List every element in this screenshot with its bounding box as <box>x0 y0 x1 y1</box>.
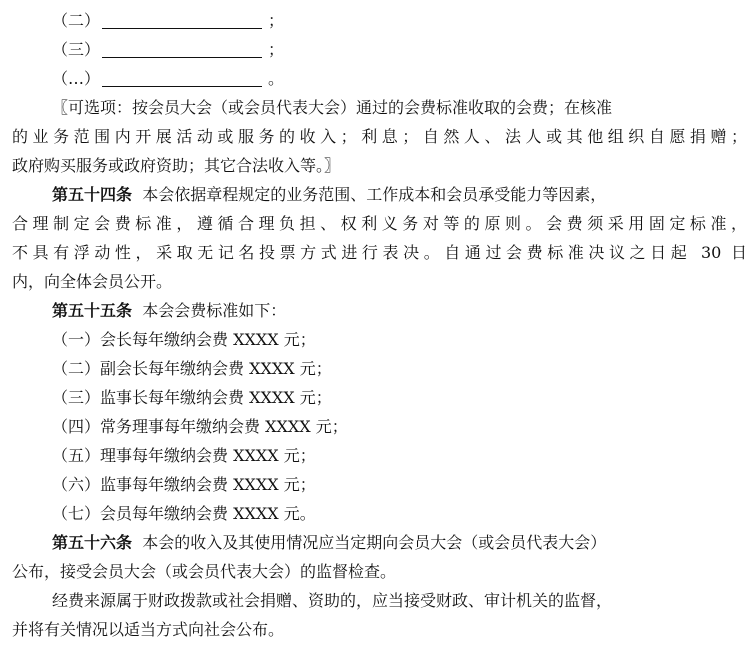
fill-in-blank <box>102 39 262 58</box>
fill-in-blank <box>102 68 262 87</box>
article-text: 本会依据章程规定的业务范围、工作成本和会员承受能力等因素， <box>142 185 607 204</box>
fee-item: （七）会员每年缴纳会费 XXXX 元。 <box>52 504 316 523</box>
article-title: 第五十六条 <box>52 533 133 552</box>
fee-item: （六）监事每年缴纳会费 XXXX 元； <box>52 475 316 494</box>
article-text: 本会的收入及其使用情况应当定期向会员大会（或会员代表大会） <box>142 533 607 552</box>
article-54 <box>12 180 747 296</box>
document-page <box>12 6 747 644</box>
text-line: 政府购买服务或政府资助；其它合法收入等。〗 <box>12 156 341 175</box>
fee-item: （三）监事长每年缴纳会费 XXXX 元； <box>52 388 332 407</box>
text-line <box>12 296 747 325</box>
blank-end: ； <box>268 40 285 59</box>
final-paragraph <box>12 586 747 644</box>
blank-end: ； <box>268 11 285 30</box>
blank-label: （…） <box>52 69 101 88</box>
text-line: 不具有浮动性，采取无记名投票方式进行表决。自通过会费标准决议之日起 30 日 <box>12 243 747 262</box>
article-title: 第五十四条 <box>52 185 133 204</box>
blank-label: （二） <box>52 11 101 30</box>
article-55 <box>12 296 747 528</box>
fee-item: （一）会长每年缴纳会费 XXXX 元； <box>52 330 316 349</box>
text-line: 〖可选项：按会员大会（或会员代表大会）通过的会费标准收取的会费；在核准 <box>52 98 613 117</box>
text-line <box>12 528 747 557</box>
article-title: 第五十五条 <box>52 301 133 320</box>
fee-item: （二）副会长每年缴纳会费 XXXX 元； <box>52 359 332 378</box>
blank-line <box>12 64 747 93</box>
blank-label: （三） <box>52 40 101 59</box>
fill-in-blank <box>102 10 262 29</box>
text-line: 的业务范围内开展活动或服务的收入；利息；自然人、法人或其他组织自愿捐赠； <box>12 127 747 146</box>
article-56 <box>12 528 747 586</box>
text-line: 内，向全体会员公开。 <box>12 272 173 291</box>
fee-item: （四）常务理事每年缴纳会费 XXXX 元； <box>52 417 348 436</box>
blank-line <box>12 6 747 35</box>
optional-clause <box>12 93 747 180</box>
blank-line <box>12 35 747 64</box>
text-line <box>12 180 747 209</box>
blank-end: 。 <box>268 69 285 88</box>
fee-item: （五）理事每年缴纳会费 XXXX 元； <box>52 446 316 465</box>
text-line: 经费来源属于财政拨款或社会捐赠、资助的，应当接受财政、审计机关的监督， <box>52 591 613 610</box>
article-text: 本会会费标准如下： <box>142 301 287 320</box>
text-line: 并将有关情况以适当方式向社会公布。 <box>12 620 285 639</box>
text-line: 合理制定会费标准，遵循合理负担、权利义务对等的原则。会费须采用固定标准， <box>12 214 747 233</box>
text-line: 公布，接受会员大会（或会员代表大会）的监督检查。 <box>12 562 397 581</box>
